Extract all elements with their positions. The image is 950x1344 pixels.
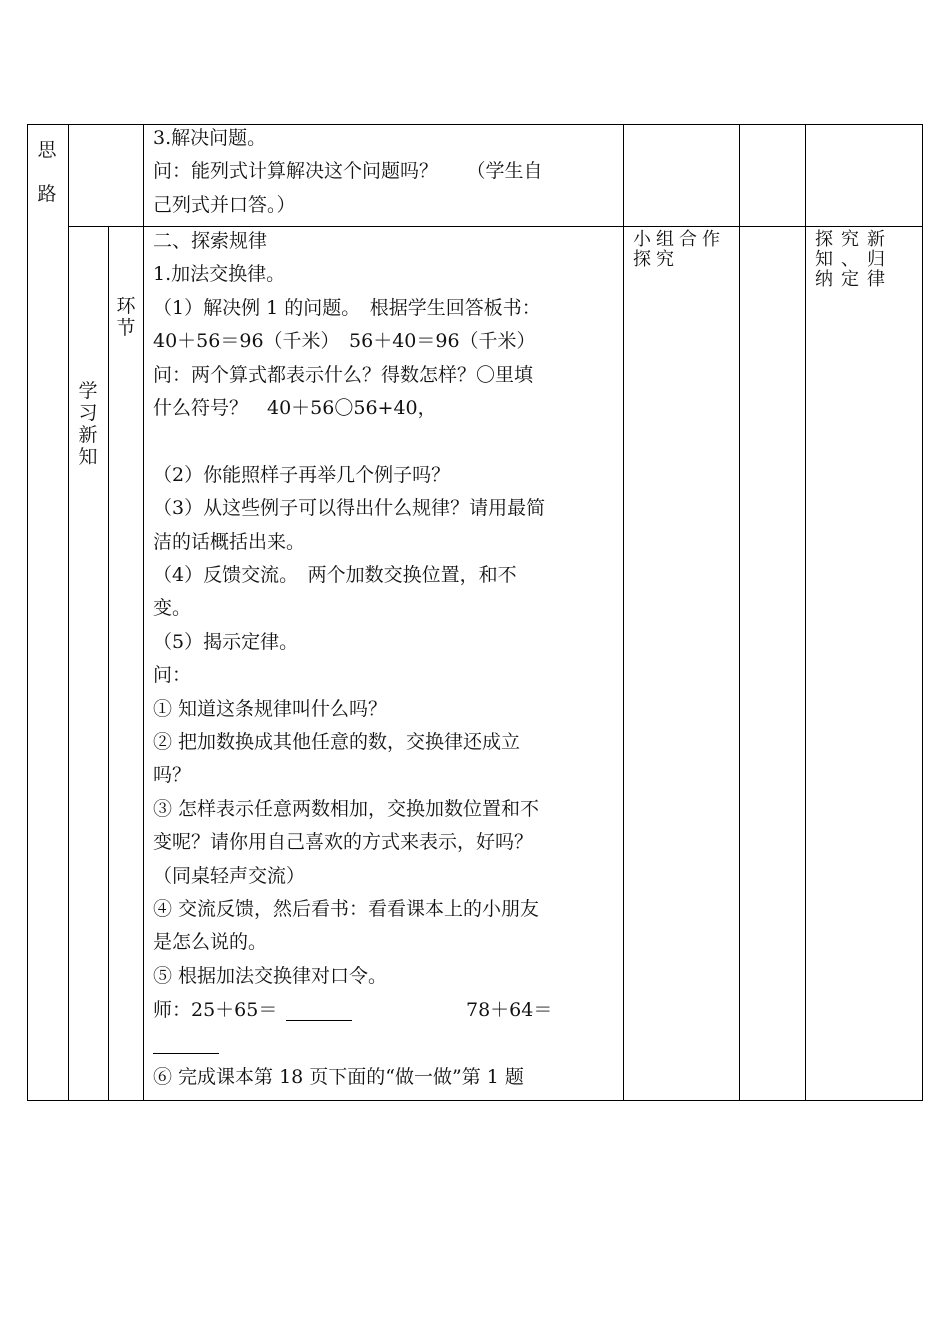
label-silu: 思路 bbox=[37, 139, 57, 205]
row2-line: ② 把加数换成其他任意的数，交换律还成立 bbox=[153, 731, 521, 753]
col-line-5 bbox=[623, 124, 624, 1101]
row2-line: 问：两个算式都表示什么？得数怎样？〇里填 bbox=[153, 363, 534, 386]
method-text: 小组合作探究 bbox=[633, 229, 725, 270]
row2-line: 是怎么说的。 bbox=[153, 931, 268, 954]
row2-line: （5）揭示定律。 bbox=[153, 630, 299, 653]
col-line-8 bbox=[922, 124, 923, 1101]
oral-left: 师：25＋65＝ bbox=[153, 999, 278, 1021]
answer-blank-2 bbox=[153, 1052, 219, 1054]
col-line-6 bbox=[739, 124, 740, 1101]
row2-line: 什么符号？ 40＋56〇56+40， bbox=[153, 397, 437, 419]
col-line-4 bbox=[143, 124, 144, 1101]
col-line-2 bbox=[68, 124, 69, 1101]
oral-right: 78＋64＝ bbox=[466, 999, 553, 1021]
row2-line: ④ 交流反馈，然后看书：看看课本上的小朋友 bbox=[153, 898, 540, 920]
label-sub: 环节 bbox=[116, 295, 136, 339]
label-section: 学习新知 bbox=[78, 380, 98, 468]
row1-line: 问：能列式计算解决这个问题吗？ （学生自 bbox=[153, 160, 543, 183]
row2-line: 变。 bbox=[153, 597, 192, 620]
col-line-7 bbox=[805, 124, 806, 1101]
col-line-3 bbox=[108, 226, 109, 1101]
row2-line: （同桌轻声交流） bbox=[153, 864, 306, 887]
row2-line: （4）反馈交流。 两个加数交换位置，和不 bbox=[153, 564, 517, 586]
row2-line: 40＋56＝96（千米） 56＋40＝96（千米） bbox=[153, 330, 536, 353]
row2-line: 问： bbox=[153, 664, 192, 687]
row2-line: 1.加法交换律。 bbox=[153, 263, 286, 286]
answer-blank-1 bbox=[286, 1019, 352, 1021]
last-line: ⑥ 完成课本第 18 页下面的“做一做”第 1 题 bbox=[153, 1066, 524, 1088]
row2-line: 二、探索规律 bbox=[153, 230, 268, 252]
row2-line: ① 知道这条规律叫什么吗？ bbox=[153, 697, 388, 720]
row1-line: 3.解决问题。 bbox=[153, 127, 267, 149]
row1-line: 己列式并口答。） bbox=[153, 193, 296, 216]
row2-line: 洁的话概括出来。 bbox=[153, 530, 306, 553]
row2-line: ③ 怎样表示任意两数相加，交换加数位置和不 bbox=[153, 797, 540, 820]
row2-line: （2）你能照样子再举几个例子吗？ bbox=[153, 463, 451, 486]
row2-line: 变呢？请你用自己喜欢的方式来表示，好吗？ bbox=[153, 831, 534, 854]
row2-line: ⑤ 根据加法交换律对口令。 bbox=[153, 964, 388, 987]
col-line-1 bbox=[27, 124, 28, 1101]
row2-line: （1）解决例 1 的问题。 根据学生回答板书： bbox=[153, 296, 541, 319]
row2-line: 吗？ bbox=[153, 764, 192, 787]
table-bottom-border bbox=[27, 1100, 923, 1101]
row2-line: （3）从这些例子可以得出什么规律？请用最简 bbox=[153, 497, 546, 520]
intent-text: 探究新知、归纳定律 bbox=[815, 229, 893, 290]
